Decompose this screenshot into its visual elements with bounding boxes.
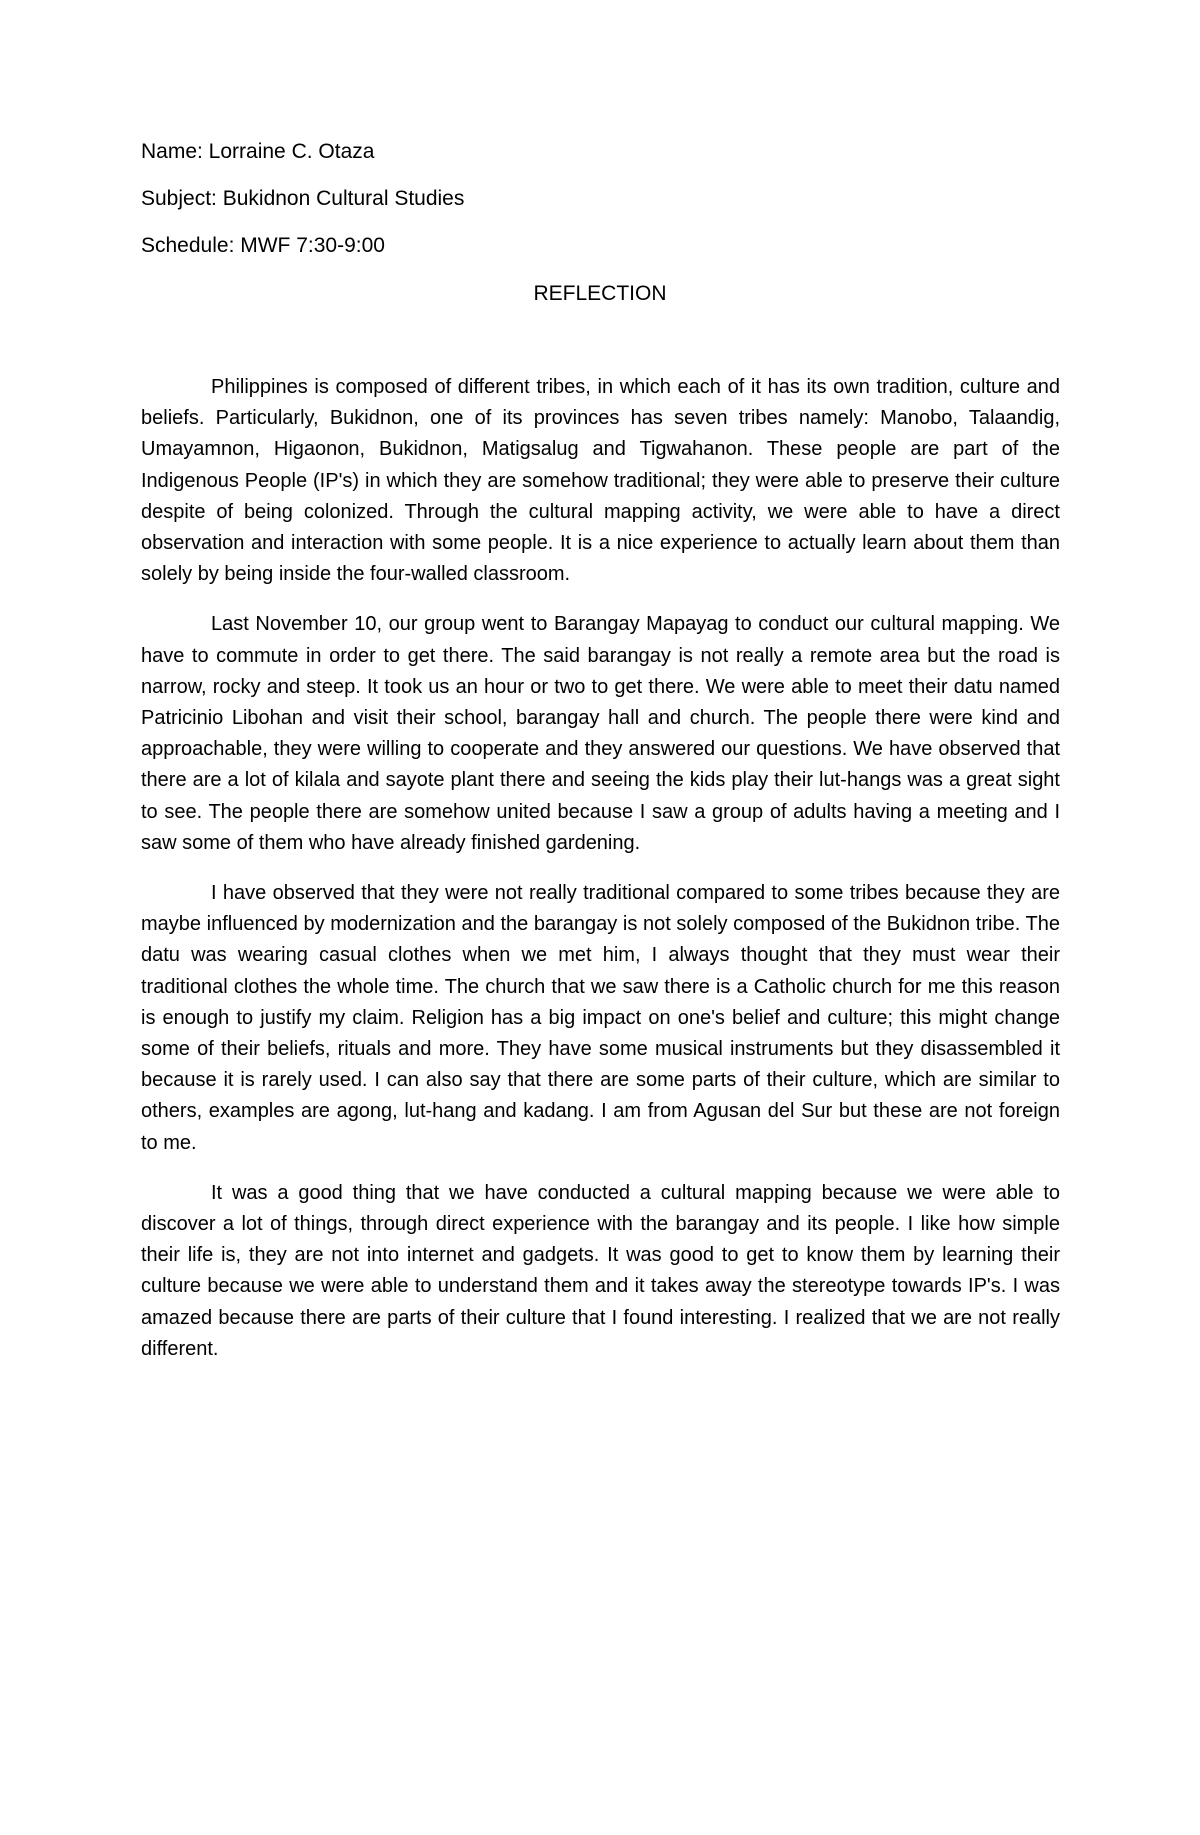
- reflection-body: [141, 372, 1060, 1384]
- student-name: Name: Lorraine C. Otaza: [141, 140, 375, 163]
- paragraph-2: Last November 10, our group went to Barangay Mapayag to conduct our cultural mapping. We have to commute in order to get there. The said barangay is not really a remote area but the road is narrow, rocky and steep. It took us an hour or two to get there. We were able to meet their datu named Patricinio Libohan and visit their school, barangay hall and church. The people there were kind and approachable, they were willing to cooperate and they answered our questions. We have observed that there are a lot of kilala and sayote plant there and seeing the kids play their lut-hangs was a great sight to see. The people there are somehow united because I saw a group of adults having a meeting and I saw some of them who have already finished gardening.: [141, 613, 1060, 854]
- paragraph-4: It was a good thing that we have conducted a cultural mapping because we were able to discover a lot of things, through direct experience with the barangay and its people. I like how simple their life is, they are not into internet and gadgets. It was good to get to know them by learning their culture because we were able to understand them and it takes away the stereotype towards IP's. I was amazed because there are parts of their culture that I found interesting. I realized that we are not really different.: [141, 1181, 1060, 1360]
- subject-line: Subject: Bukidnon Cultural Studies: [141, 187, 465, 210]
- paragraph-1: Philippines is composed of different tribes, in which each of it has its own tradition, culture and beliefs. Particularly, Bukidnon, one of its provinces has seven tribes namely: Manobo, Talaandig, Umayamnon, Higaonon, Bukidnon, Matigsalug and Tigwahanon. These people are part of the Indigenous People (IP's) in which they are somehow traditional; they were able to preserve their culture despite of being colonized. Through the cultural mapping activity, we were able to have a direct observation and interaction with some people. It is a nice experience to actually learn about them than solely by being inside the four-walled classroom.: [141, 376, 1060, 586]
- schedule-line: Schedule: MWF 7:30-9:00: [141, 234, 385, 257]
- document-title: REFLECTION: [533, 282, 667, 305]
- paragraph-3: I have observed that they were not really traditional compared to some tribes because they are maybe influenced by modernization and the barangay is not solely composed of the Bukidnon tribe. The datu was wearing casual clothes when we met him, I always thought that they must wear their traditional clothes the whole time. The church that we saw there is a Catholic church for me this reason is enough to justify my claim. Religion has a big impact on one's belief and culture; this might change some of their beliefs, rituals and more. They have some musical instruments but they disassembled it because it is rarely used. I can also say that there are some parts of their culture, which are similar to others, examples are agong, lut-hang and kadang. I am from Agusan del Sur but these are not foreign to me.: [141, 882, 1060, 1154]
